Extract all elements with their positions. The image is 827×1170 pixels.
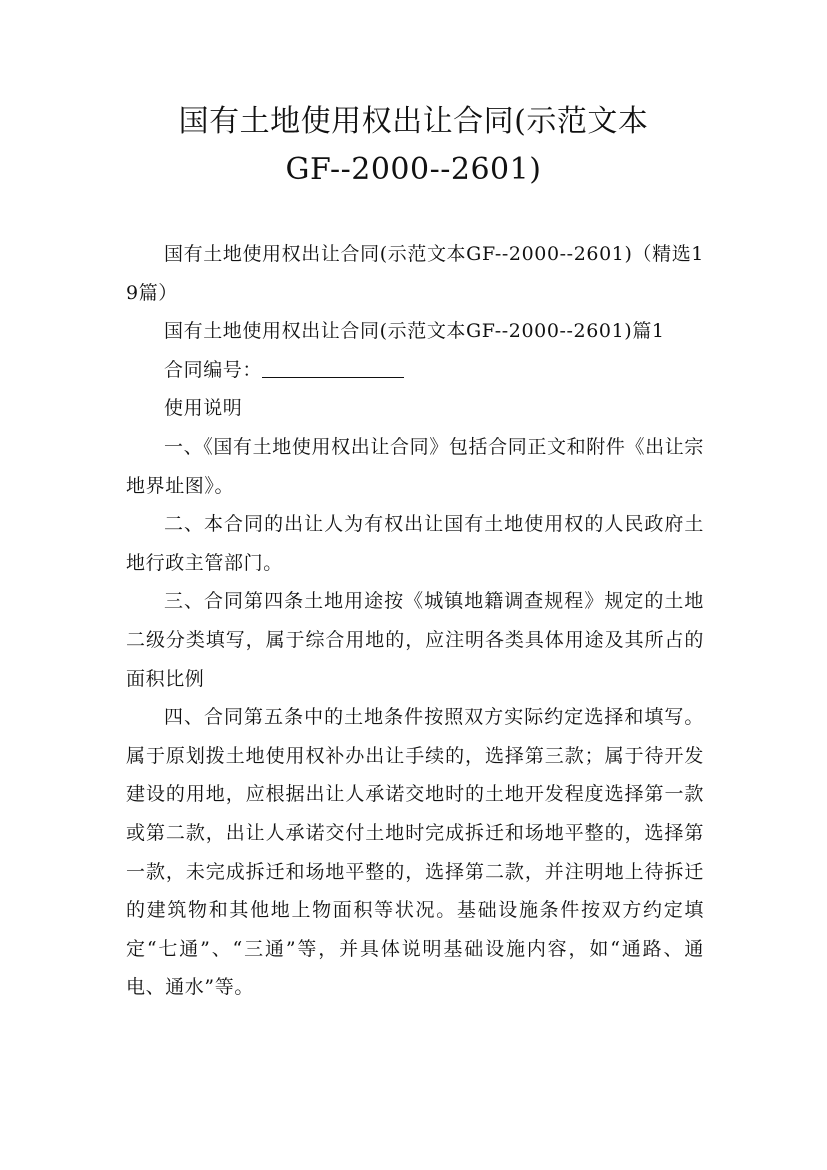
paragraph-note-3: 三、合同第四条土地用途按《城镇地籍调查规程》规定的土地二级分类填写，属于综合用地的，应注明各类具体用途及其所占的面积比例 <box>126 590 704 690</box>
contract-number-blank <box>262 357 404 378</box>
document-title <box>120 98 707 194</box>
paragraph-note-2: 二、本合同的出让人为有权出让国有土地使用权的人民政府土地行政主管部门。 <box>126 513 704 574</box>
title-line-2: GF--2000--2601) <box>285 152 542 187</box>
title-line-1: 国有土地使用权出让合同(示范文本 <box>178 104 649 139</box>
paragraph-usage-heading: 使用说明 <box>164 397 243 420</box>
paragraph-article-heading: 国有土地使用权出让合同(示范文本GF--2000--2601)篇1 <box>164 320 665 343</box>
paragraph-note-1: 一、《国有土地使用权出让合同》包括合同正文和附件《出让宗地界址图》。 <box>126 435 704 497</box>
paragraph-collection-title: 国有土地使用权出让合同(示范文本GF--2000--2601)（精选19篇） <box>126 243 704 304</box>
paragraph-note-4: 四、合同第五条中的土地条件按照双方实际约定选择和填写。属于原划拨土地使用权补办出让手续的，选择第三款；属于待开发建设的用地，应根据出让人承诺交地时的土地开发程度选择第一款或第二款，出让人承诺交付土地时完成拆迁和场地平整的，选择第一款，未完成拆迁和场地平整的，选择第二款，并注明地上待拆迁的建筑物和其他地上物面积等状况。基础设施条件按双方约定填定“七通”、“三通”等，并具体说明基础设施内容，如“通路、通电、通水”等。 <box>126 706 704 999</box>
contract-number-line <box>126 351 704 390</box>
contract-number-label: 合同编号： <box>164 358 263 381</box>
document-body <box>126 235 704 1007</box>
